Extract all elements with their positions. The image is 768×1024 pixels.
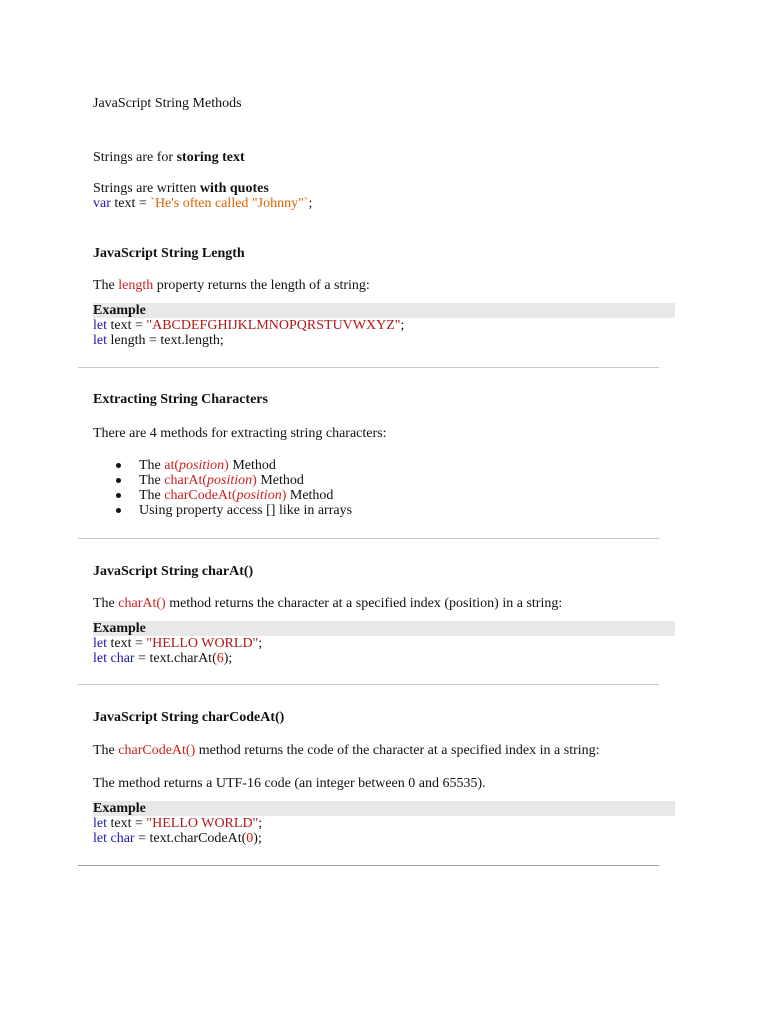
charat-description (93, 596, 562, 612)
method-arg: position (207, 473, 253, 488)
list-item-text: Method (228, 458, 276, 473)
method-arg: position (179, 458, 225, 473)
list-item: Using property access [] like in arrays (139, 503, 353, 518)
list-item (139, 473, 304, 489)
at-method-link[interactable] (164, 458, 229, 473)
list-item-text: The (139, 458, 165, 473)
charat-link[interactable]: charAt() (118, 596, 166, 611)
code-text: = text.charCodeAt( (134, 831, 247, 846)
section-divider (78, 865, 659, 866)
method-name: charAt( (164, 473, 208, 488)
desc-text: property returns the length of a string: (153, 278, 370, 293)
intro-line-1-bold: storing text (176, 150, 245, 165)
code-text: ; (308, 196, 313, 211)
charat-code-line-1 (93, 636, 262, 652)
example-header-bar (93, 801, 675, 816)
method-close: ) (252, 473, 257, 488)
heading-charcodeat: JavaScript String charCodeAt() (93, 710, 285, 725)
code-keyword: let (93, 636, 107, 651)
code-text: ; (258, 816, 263, 831)
intro-line-1 (93, 150, 245, 166)
desc-text: method returns the code of the character at a specified index in a string: (195, 743, 600, 758)
page-title: JavaScript String Methods (93, 96, 242, 111)
example-label: Example (93, 801, 146, 816)
code-text: text = (107, 318, 147, 333)
desc-text: The (93, 743, 119, 758)
charcodeat-code-line-2 (93, 831, 262, 847)
bullet-dot (116, 508, 121, 513)
code-number: 6 (216, 651, 224, 666)
code-keyword: let (93, 816, 107, 831)
method-name: at( (164, 458, 180, 473)
example-header-bar (93, 303, 675, 318)
intro-line-2-bold: with quotes (199, 181, 269, 196)
extracting-description: There are 4 methods for extracting string characters: (93, 426, 387, 441)
charcodeat-description (93, 743, 600, 759)
bullet-dot (116, 463, 121, 468)
section-divider (78, 538, 659, 539)
length-code-line-1 (93, 318, 404, 334)
charat-code-line-2 (93, 651, 232, 667)
section-divider (78, 684, 659, 685)
code-text: text = (110, 196, 151, 211)
method-close: ) (281, 488, 287, 503)
bullet-dot (116, 478, 121, 483)
code-text: = text.charAt( (134, 651, 217, 666)
bullet-dot (116, 493, 121, 498)
desc-text: The (93, 596, 119, 611)
desc-text: The (93, 278, 119, 293)
list-item (139, 488, 333, 504)
code-template-string: `He's often called "Johnny"` (150, 196, 309, 211)
code-string: "ABCDEFGHIJKLMNOPQRSTUVWXYZ" (146, 318, 401, 333)
intro-line-2 (93, 181, 269, 197)
code-keyword: var (93, 196, 111, 211)
charcodeat-method-link[interactable] (164, 488, 286, 503)
heading-extracting-characters: Extracting String Characters (93, 392, 268, 407)
intro-line-2-text: Strings are written (93, 181, 200, 196)
code-keyword: let char (93, 651, 135, 666)
example-label: Example (93, 621, 146, 636)
code-text: length = text.length; (107, 333, 224, 348)
charat-method-link[interactable] (164, 473, 257, 488)
code-text: text = (107, 816, 147, 831)
code-keyword: let char (93, 831, 135, 846)
charcodeat-link[interactable]: charCodeAt() (118, 743, 196, 758)
list-item-text: The (139, 473, 165, 488)
method-close: ) (224, 458, 229, 473)
charcodeat-code-line-1 (93, 816, 262, 832)
code-number: 0 (246, 831, 254, 846)
heading-string-length: JavaScript String Length (93, 246, 245, 261)
code-string: "HELLO WORLD" (146, 816, 259, 831)
section-divider (78, 367, 659, 368)
intro-code-line (93, 196, 312, 212)
length-description (93, 278, 370, 294)
example-header-bar (93, 621, 675, 636)
list-item-text: The (139, 488, 165, 503)
list-item-text: Method (256, 473, 304, 488)
intro-line-1-text: Strings are for (93, 150, 177, 165)
method-name: charCodeAt( (164, 488, 237, 503)
code-text: ); (253, 831, 262, 846)
code-text: ; (258, 636, 263, 651)
code-keyword: let (93, 333, 107, 348)
code-text: ; (400, 318, 405, 333)
code-string: "HELLO WORLD" (146, 636, 259, 651)
length-code-line-2 (93, 333, 224, 349)
method-arg: position (236, 488, 282, 503)
example-label: Example (93, 303, 146, 318)
list-item (139, 458, 276, 474)
list-item-text: Method (286, 488, 334, 503)
charcodeat-description-2: The method returns a UTF-16 code (an integer between 0 and 65535). (93, 776, 486, 791)
code-text: text = (107, 636, 147, 651)
code-text: ); (223, 651, 233, 666)
desc-text: method returns the character at a specified index (position) in a string: (165, 596, 563, 611)
code-keyword: let (93, 318, 107, 333)
length-property-link[interactable]: length (118, 278, 154, 293)
heading-charat: JavaScript String charAt() (93, 564, 254, 579)
